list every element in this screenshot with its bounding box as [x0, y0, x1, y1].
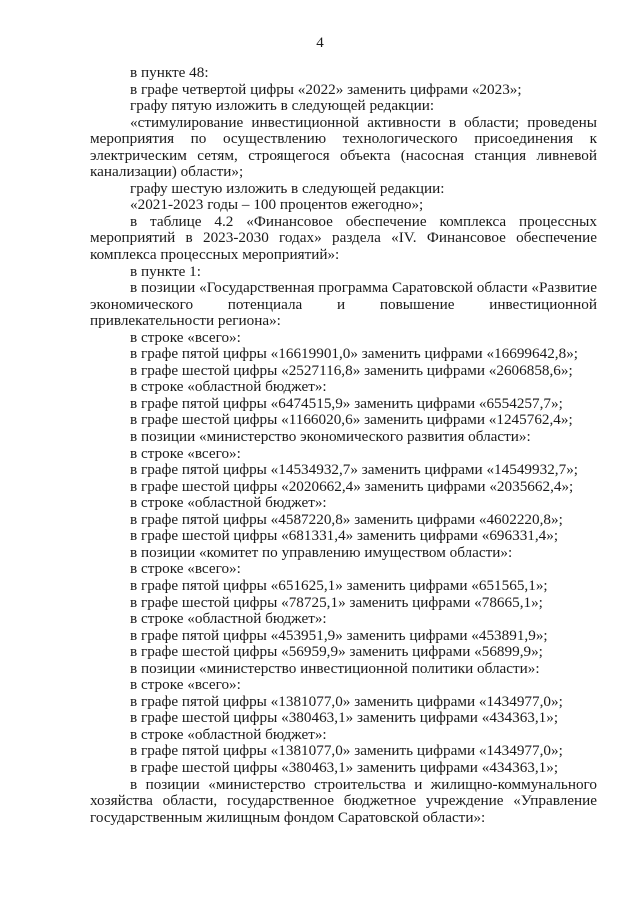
paragraph: графу шестую изложить в следующей редакции: — [130, 179, 445, 197]
paragraph: в строке «всего»: — [130, 444, 241, 462]
paragraph: в графе пятой цифры «1381077,0» заменить цифрами «1434977,0»; — [130, 692, 563, 710]
paragraph: в позиции «комитет по управлению имуществом области»: — [130, 543, 513, 561]
paragraph: в позиции «министерство экономического развития области»: — [130, 428, 531, 446]
paragraph: в строке «областной бюджет»: — [130, 610, 327, 628]
paragraph: в позиции «Государственная программа Саратовской области «Развитие экономического потенциала и повышение инвестиционной привлекательности региона»: — [90, 279, 597, 330]
paragraph: в графе шестой цифры «56959,9» заменить цифрами «56899,9»; — [130, 643, 543, 661]
paragraph: в графе пятой цифры «14534932,7» заменить цифрами «14549932,7»; — [130, 461, 579, 479]
paragraph: в графе пятой цифры «1381077,0» заменить цифрами «1434977,0»; — [130, 742, 563, 760]
paragraph: в графе шестой цифры «1166020,6» заменить цифрами «1245762,4»; — [130, 411, 573, 429]
paragraph: в позиции «министерство инвестиционной политики области»: — [130, 659, 540, 677]
paragraph: графу пятую изложить в следующей редакции: — [130, 97, 435, 115]
paragraph: в графе шестой цифры «380463,1» заменить цифрами «434363,1»; — [130, 709, 559, 727]
paragraph: «2021-2023 годы – 100 процентов ежегодно»; — [130, 196, 424, 214]
paragraph: в графе шестой цифры «380463,1» заменить цифрами «434363,1»; — [130, 758, 559, 776]
paragraph: «стимулирование инвестиционной активности в области; проведены мероприятия по осуществлению технологического присоединения к электрическим сетям, строящегося объекта (насосная станция ливневой канализации) области»; — [90, 113, 597, 181]
paragraph: в строке «всего»: — [130, 676, 241, 694]
paragraph: в графе пятой цифры «16619901,0» заменить цифрами «16699642,8»; — [130, 345, 579, 363]
document-body — [90, 65, 597, 826]
paragraph: в графе четвертой цифры «2022» заменить цифрами «2023»; — [130, 80, 522, 98]
paragraph: в строке «областной бюджет»: — [130, 725, 327, 743]
paragraph: в графе пятой цифры «6474515,9» заменить цифрами «6554257,7»; — [130, 394, 563, 412]
paragraph: в позиции «министерство строительства и жилищно-коммунального хозяйства области, государственное бюджетное учреждение «Управление государственным жилищным фондом Саратовской области»: — [90, 775, 597, 826]
paragraph: в графе пятой цифры «651625,1» заменить цифрами «651565,1»; — [130, 576, 548, 594]
paragraph: в графе шестой цифры «2020662,4» заменить цифрами «2035662,4»; — [130, 477, 574, 495]
paragraph: в графе пятой цифры «4587220,8» заменить цифрами «4602220,8»; — [130, 510, 563, 528]
page-number: 4 — [316, 35, 324, 51]
paragraph: в пункте 1: — [130, 262, 201, 280]
paragraph: в графе пятой цифры «453951,9» заменить цифрами «453891,9»; — [130, 626, 548, 644]
paragraph: в графе шестой цифры «78725,1» заменить цифрами «78665,1»; — [130, 593, 543, 611]
paragraph: в строке «всего»: — [130, 560, 241, 578]
paragraph: в строке «областной бюджет»: — [130, 494, 327, 512]
paragraph: в графе шестой цифры «681331,4» заменить цифрами «696331,4»; — [130, 527, 559, 545]
paragraph: в пункте 48: — [130, 64, 209, 81]
paragraph: в таблице 4.2 «Финансовое обеспечение комплекса процессных мероприятий в 2023-2030 годах» раздела «IV. Финансовое обеспечение комплекса процессных мероприятий»: — [90, 212, 597, 264]
paragraph: в графе шестой цифры «2527116,8» заменить цифрами «2606858,6»; — [130, 361, 573, 379]
paragraph: в строке «областной бюджет»: — [130, 378, 327, 396]
paragraph: в строке «всего»: — [130, 328, 241, 346]
